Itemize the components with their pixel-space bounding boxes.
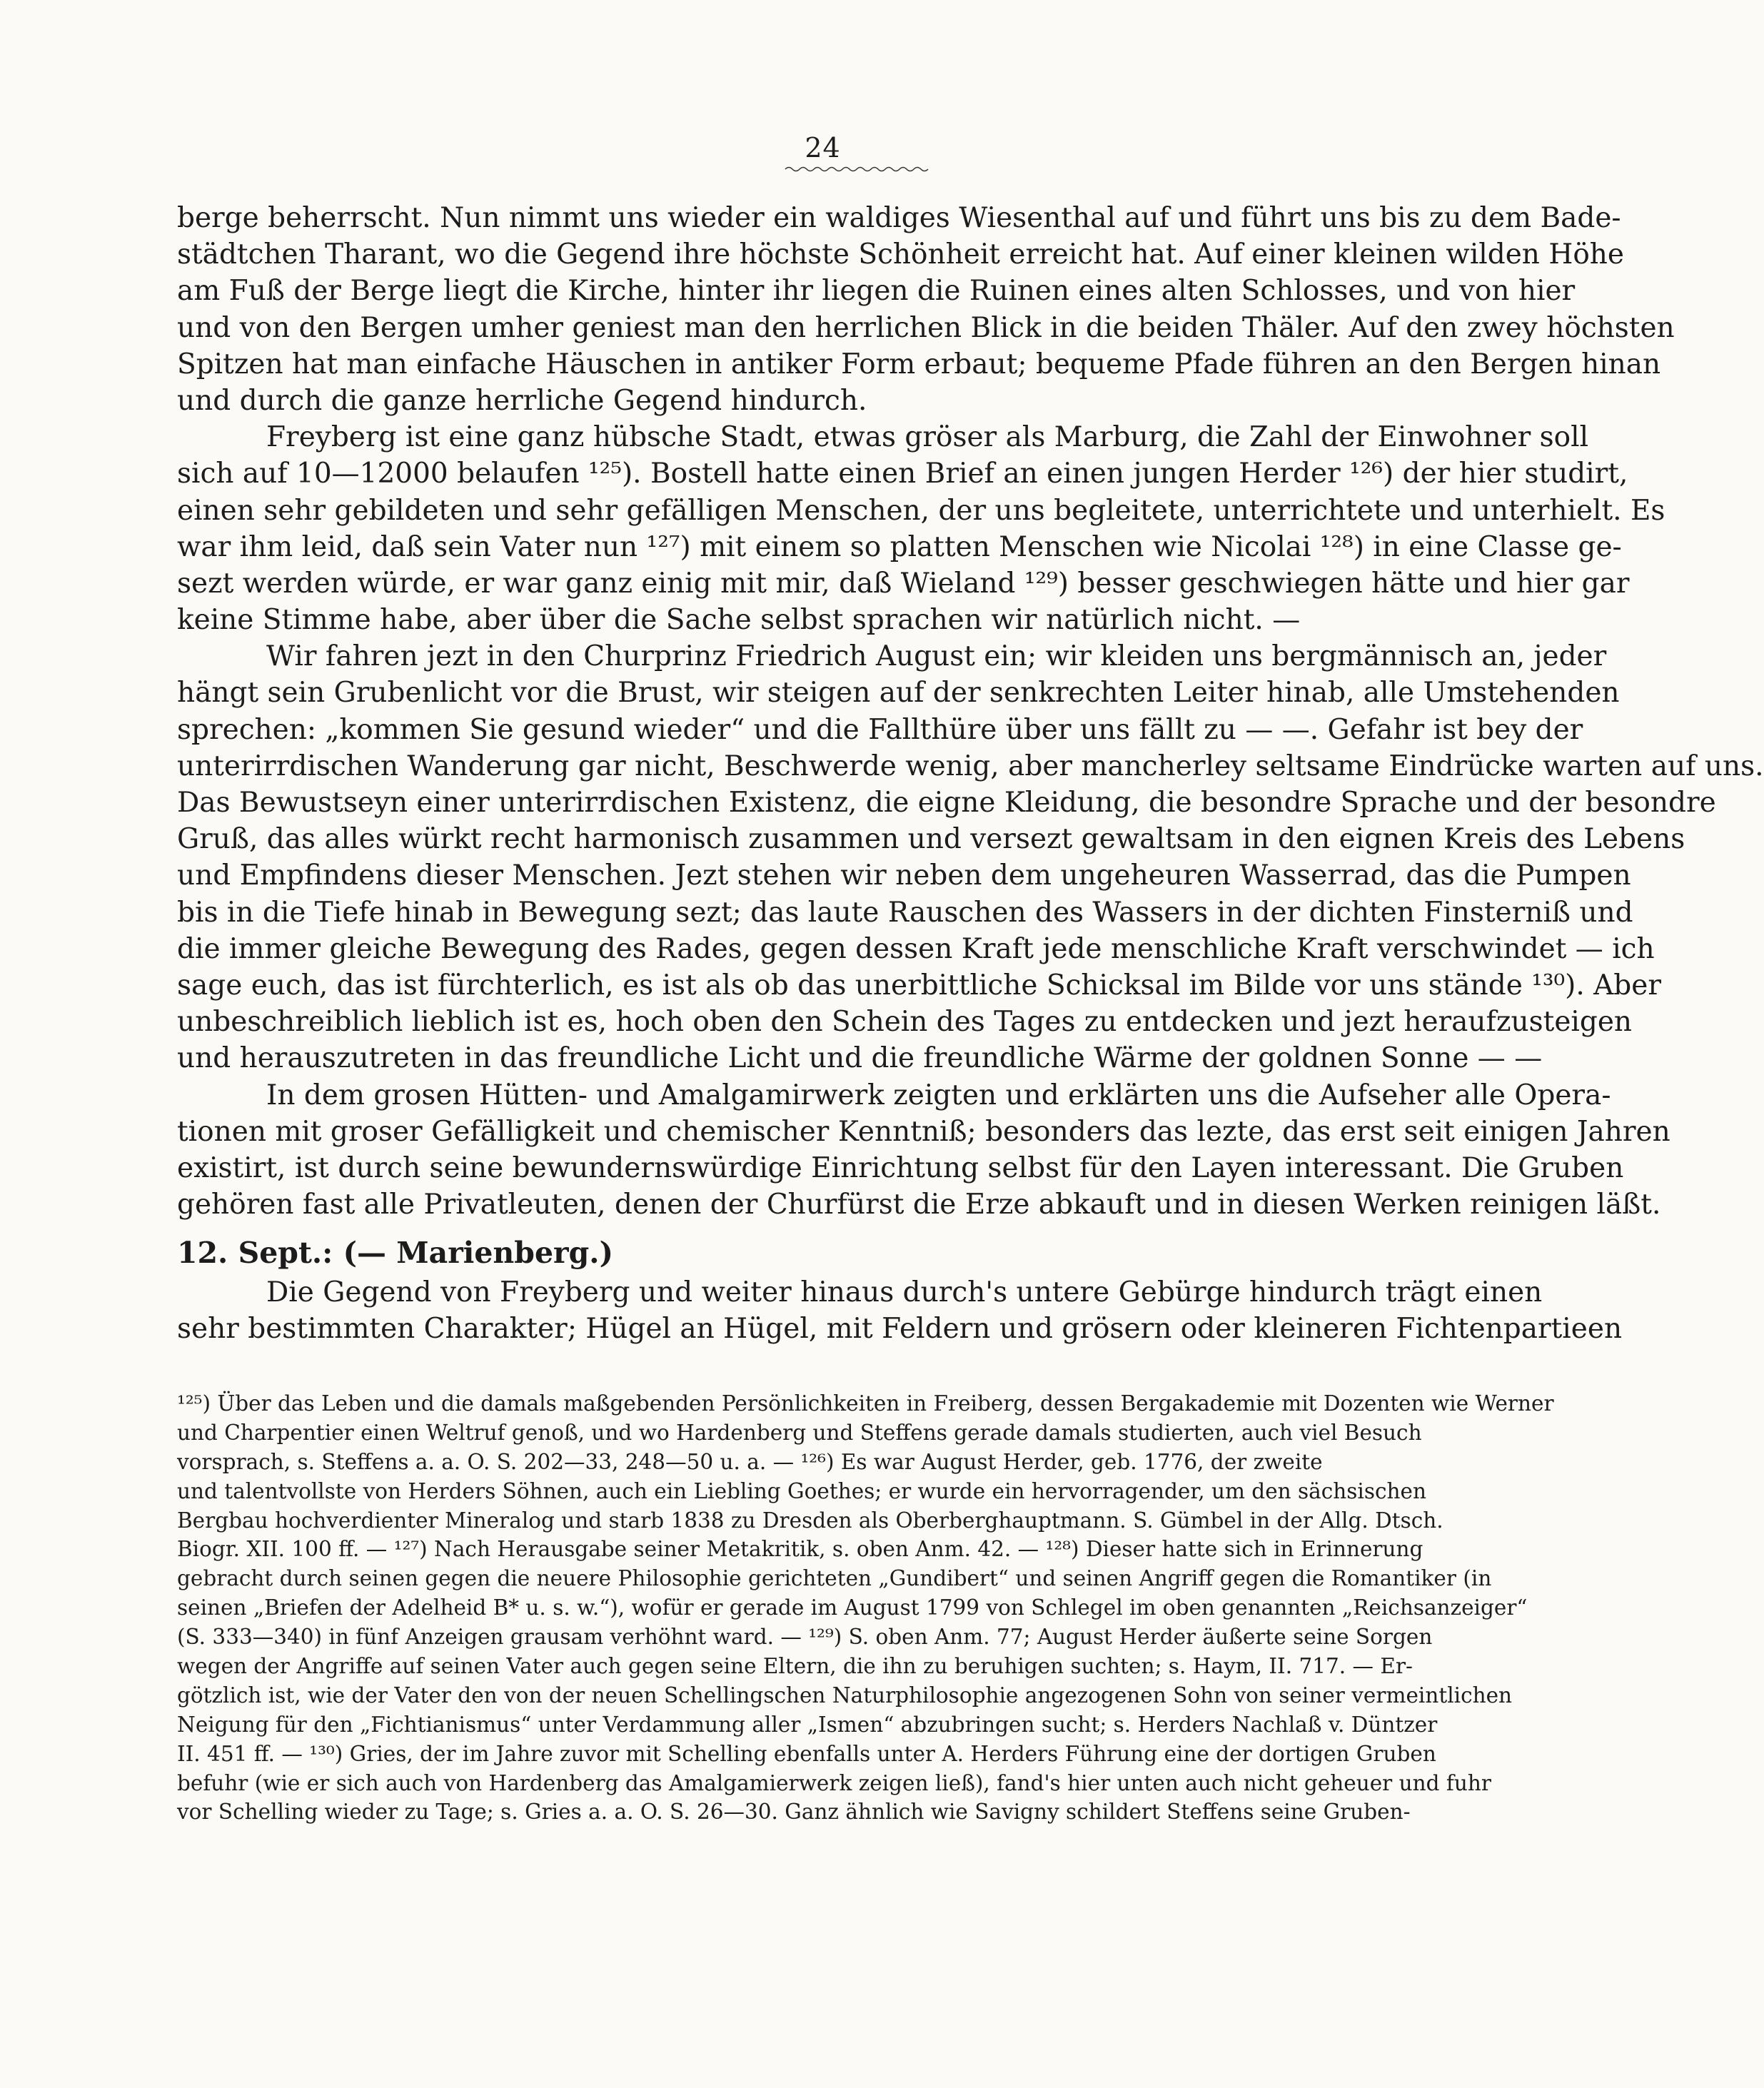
text-line: einen sehr gebildeten und sehr gefälligen Menschen, der uns begleitete, unterrichtete und unterhielt. Es — [177, 494, 1665, 527]
footnote-line: götzlich ist, wie der Vater den von der neuen Schellingschen Naturphilosophie angezogenen Sohn von seiner vermeintlichen — [177, 1683, 1513, 1708]
text-line: sehr bestimmten Charakter; Hügel an Hügel, mit Feldern und grösern oder kleineren Fichtenpartieen — [177, 1313, 1623, 1346]
text-line: und Empfindens dieser Menschen. Jezt stehen wir neben dem ungeheuren Wasserrad, das die Pumpen — [177, 859, 1631, 892]
text-line: am Fuß der Berge liegt die Kirche, hinter ihr liegen die Ruinen eines alten Schlosses, und von hier — [177, 275, 1576, 308]
footnote-line: befuhr (wie er sich auch von Hardenberg das Amalgamierwerk zeigen ließ), fand's hier unten auch nicht geheuer und fuhr — [177, 1770, 1491, 1795]
footnote-line: Biogr. XII. 100 ff. — ¹²⁷) Nach Herausgabe seiner Metakritik, s. oben Anm. 42. — ¹²⁸) Dieser hatte sich in Erinnerung — [177, 1537, 1423, 1562]
footnote-line: Bergbau hochverdienter Mineralog und starb 1838 zu Dresden als Oberberghauptmann. S. Gümbel in der Allg. Dtsch. — [177, 1508, 1443, 1533]
text-line: sprechen: „kommen Sie gesund wieder“ und die Fallthüre über uns fällt zu — —. Gefahr ist bey der — [177, 713, 1583, 746]
footnote-line: ¹²⁵) Über das Leben und die damals maßgebenden Persönlichkeiten in Freiberg, dessen Bergakademie mit Dozenten wie Werner — [177, 1391, 1554, 1416]
text-line: Gruß, das alles würkt recht harmonisch zusammen und versezt gewaltsam in den eignen Kreis des Lebens — [177, 823, 1685, 856]
text-line: Spitzen hat man einfache Häuschen in antiker Form erbaut; bequeme Pfade führen an den Bergen hinan — [177, 348, 1661, 380]
footnote-line: II. 451 ff. — ¹³⁰) Gries, der im Jahre zuvor mit Schelling ebenfalls unter A. Herders Führung eine der dortigen Gruben — [177, 1741, 1436, 1766]
text-line: berge beherrscht. Nun nimmt uns wieder ein waldiges Wiesenthal auf und führt uns bis zu dem Bade- — [177, 202, 1621, 234]
text-line: bis in die Tiefe hinab in Bewegung sezt; das laute Rauschen des Wassers in der dichten Finsterniß und — [177, 896, 1633, 929]
footnote-line: und Charpentier einen Weltruf genoß, und wo Hardenberg und Steffens gerade damals studierten, auch viel Besuch — [177, 1420, 1422, 1445]
text-line: keine Stimme habe, aber über die Sache selbst sprachen wir natürlich nicht. — — [177, 604, 1301, 637]
page-number-ornament — [785, 166, 928, 173]
footnote-line: seinen „Briefen der Adelheid B* u. s. w.“), wofür er gerade im August 1799 von Schlegel im oben genannten „Reichsanzeiger“ — [177, 1595, 1528, 1620]
text-line: war ihm leid, daß sein Vater nun ¹²⁷) mit einem so platten Menschen wie Nicolai ¹²⁸) in eine Classe ge- — [177, 530, 1622, 563]
text-line: sezt werden würde, er war ganz einig mit mir, daß Wieland ¹²⁹) besser geschwiegen hätte und hier gar — [177, 567, 1630, 600]
page-number: 24 — [805, 132, 841, 163]
text-line: Freyberg ist eine ganz hübsche Stadt, etwas gröser als Marburg, die Zahl der Einwohner soll — [266, 421, 1589, 454]
text-line: und von den Bergen umher geniest man den herrlichen Blick in die beiden Thäler. Auf den zwey höchsten — [177, 311, 1675, 344]
text-line: die immer gleiche Bewegung des Rades, gegen dessen Kraft jede menschliche Kraft verschwindet — ich — [177, 932, 1655, 965]
text-line: In dem grosen Hütten- und Amalgamirwerk zeigten und erklärten uns die Aufseher alle Opera- — [266, 1079, 1611, 1111]
text-line: unbeschreiblich lieblich ist es, hoch oben den Schein des Tages zu entdecken und jezt heraufzusteigen — [177, 1006, 1633, 1039]
footnotes — [177, 1389, 1554, 1827]
text-line: und durch die ganze herrliche Gegend hindurch. — [177, 384, 867, 417]
text-line: sage euch, das ist fürchterlich, es ist als ob das unerbittliche Schicksal im Bilde vor uns stände ¹³⁰). Aber — [177, 969, 1661, 1002]
footnote-line: vor Schelling wieder zu Tage; s. Gries a. a. O. S. 26—30. Ganz ähnlich wie Savigny schildert Steffens seine Gruben- — [177, 1800, 1411, 1825]
footnote-line: Neigung für den „Fichtianismus“ unter Verdammung aller „Ismen“ abzubringen sucht; s. Herders Nachlaß v. Düntzer — [177, 1712, 1438, 1737]
text-line: sich auf 10—12000 belaufen ¹²⁵). Bostell hatte einen Brief an einen jungen Herder ¹²⁶) der hier studirt, — [177, 458, 1628, 490]
text-line: unterirrdischen Wanderung gar nicht, Beschwerde wenig, aber mancherley seltsame Eindrücke warten auf uns. — [177, 750, 1764, 782]
text-line: Die Gegend von Freyberg und weiter hinaus durch's untere Gebürge hindurch trägt einen — [266, 1276, 1543, 1309]
footnote-line: und talentvollste von Herders Söhnen, auch ein Liebling Goethes; er wurde ein hervorragender, um den sächsischen — [177, 1478, 1426, 1503]
text-line: Wir fahren jezt in den Churprinz Friedrich August ein; wir kleiden uns bergmännisch an, jeder — [266, 640, 1607, 673]
footnote-line: vorsprach, s. Steffens a. a. O. S. 202—33, 248—50 u. a. — ¹²⁶) Es war August Herder, geb. 1776, der zweite — [177, 1449, 1323, 1474]
text-line: städtchen Tharant, wo die Gegend ihre höchste Schönheit erreicht hat. Auf einer kleinen wilden Höhe — [177, 238, 1625, 271]
footnote-line: (S. 333—340) in fünf Anzeigen grausam verhöhnt ward. — ¹²⁹) S. oben Anm. 77; August Herder äußerte seine Sorgen — [177, 1625, 1433, 1650]
text-line: und herauszutreten in das freundliche Licht und die freundliche Wärme der goldnen Sonne — — — [177, 1042, 1543, 1075]
text-line: hängt sein Grubenlicht vor die Brust, wir steigen auf der senkrechten Leiter hinab, alle Umstehenden — [177, 677, 1620, 710]
text-line: tionen mit groser Gefälligkeit und chemischer Kenntniß; besonders das lezte, das erst seit einigen Jahren — [177, 1115, 1670, 1148]
text-line: existirt, ist durch seine bewundernswürdige Einrichtung selbst für den Layen interessant. Die Gruben — [177, 1151, 1624, 1184]
footnote-line: gebracht durch seinen gegen die neuere Philosophie gerichteten „Gundibert“ und seinen Angriff gegen die Romantiker (in — [177, 1566, 1492, 1591]
main-text — [177, 200, 1764, 1348]
text-line: Das Bewustseyn einer unterirrdischen Existenz, die eigne Kleidung, die besondre Sprache und der besondre — [177, 787, 1716, 819]
text-line: gehören fast alle Privatleuten, denen der Churfürst die Erze abkauft und in diesen Werken reinigen läßt. — [177, 1189, 1661, 1221]
footnote-line: wegen der Angriffe auf seinen Vater auch gegen seine Eltern, die ihn zu beruhigen suchten; s. Haym, II. 717. — Er- — [177, 1654, 1413, 1679]
section-heading: 12. Sept.: (— Marienberg.) — [177, 1236, 613, 1271]
